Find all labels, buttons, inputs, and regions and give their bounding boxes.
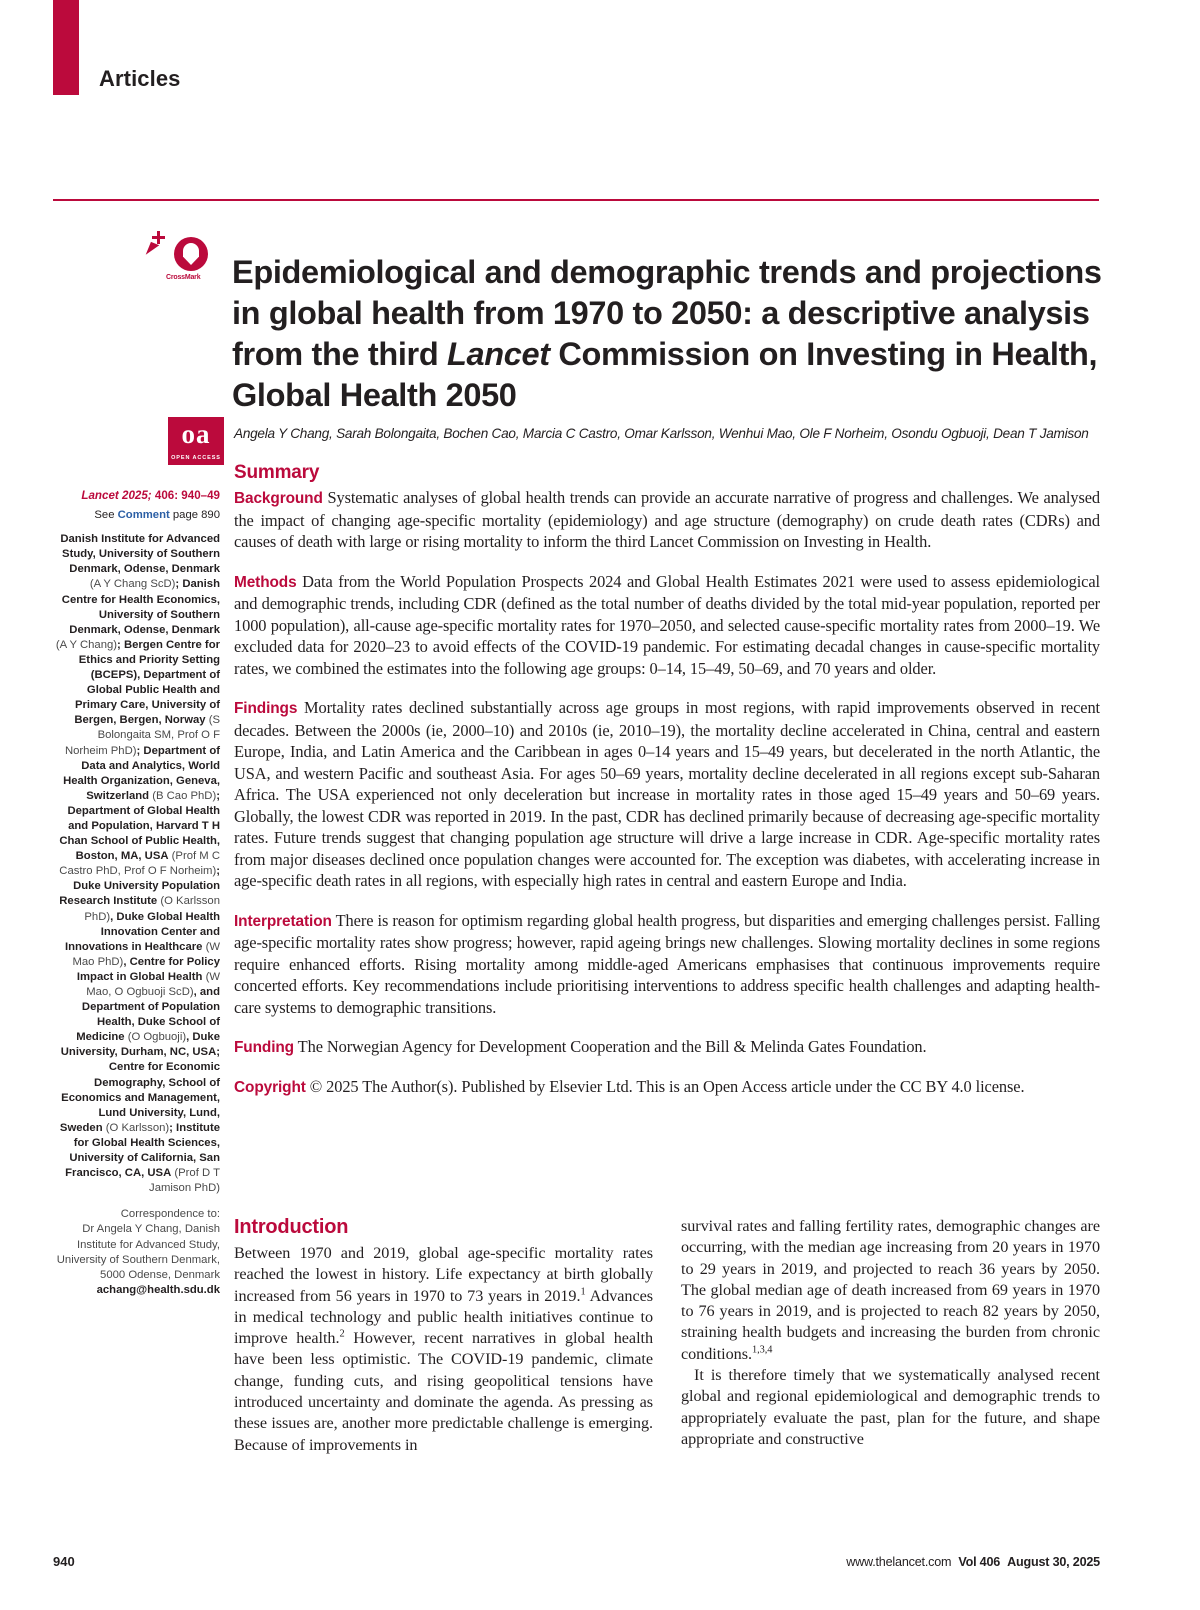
- summary-interpretation-text: There is reason for optimism regarding global health progress, but disparities and emerging challenges persist. Falling age-specific mortality rates show progress; however, rapid ageing brings new challenges. Slowing mortality declines in some regions require enhanced efforts. Rising mortality among middle-aged Americans emphasises that continuous improvements require concerted efforts. Key recommendations include prioritising interventions to address specific health challenges and adapting health-care systems to demographic transitions.: [234, 910, 1100, 1017]
- summary-funding-label: Funding: [234, 1039, 294, 1056]
- introduction-column-right: [681, 1216, 1100, 1450]
- summary-section: [234, 462, 1100, 1098]
- title-journal-name: Lancet: [447, 335, 550, 372]
- summary-findings-paragraph: [234, 697, 1100, 892]
- introduction-heading: Introduction: [234, 1216, 349, 1238]
- citation-journal-year: Lancet 2025;: [81, 489, 152, 502]
- crossmark-label: CrossMark: [166, 274, 201, 281]
- summary-copyright-text: © 2025 The Author(s). Published by Elsevier Ltd. This is an Open Access article under the CC BY 4.0 license.: [305, 1076, 1025, 1096]
- summary-interpretation-paragraph: [234, 910, 1100, 1019]
- footer-volume: Vol 406: [958, 1555, 1001, 1569]
- cursor-arrow-icon: [146, 242, 160, 258]
- introduction-paragraph-2: survival rates and falling fertility rates, demographic changes are occurring, with the median age increasing from 20 years in 1970 to 29 years in 2019, and projected to reach 36 years by 2050. The global median age of death increased from 69 years in 1970 to 76 years in 2019, and is projected to reach 82 years by 2050, straining health budgets and increasing the burden from chronic conditions.$^{1,3,4}$: [681, 1217, 1100, 1363]
- footer-publication-info: [846, 1555, 1100, 1569]
- summary-findings-label: Findings: [234, 700, 298, 717]
- summary-funding-paragraph: [234, 1036, 1100, 1059]
- affiliation-sidebar: [55, 488, 220, 1298]
- comment-link[interactable]: Comment: [117, 509, 170, 522]
- summary-background-label: Background: [234, 490, 323, 507]
- footer-website[interactable]: www.thelancet.com: [846, 1555, 952, 1569]
- introduction-column-left: [234, 1216, 653, 1456]
- see-comment-prefix: See: [94, 509, 118, 522]
- summary-methods-label: Methods: [234, 573, 297, 591]
- open-access-sublabel: OPEN ACCESS: [171, 455, 221, 461]
- footer-date: August 30, 2025: [1007, 1555, 1100, 1569]
- footer-page-number: 940: [53, 1554, 75, 1569]
- summary-funding-text: The Norwegian Agency for Development Cooperation and the Bill & Melinda Gates Foundation.: [293, 1037, 927, 1056]
- citation-volume-pages: 406: 940–49: [151, 489, 220, 502]
- journal-citation: [55, 488, 220, 503]
- affiliations-text: Danish Institute for Advanced Study, University of Southern Denmark, Odense, Denmark (A Y Chang ScD); Danish Centre for Health Economics, University of Southern Denmark, Odense, Denmark (A Y Chang); Bergen Centre for Ethics and Priority Setting (BCEPS), Department of Global Public Health and Primary Care, University of Bergen, Bergen, Norway (S Bolongaita SM, Prof O F Norheim PhD); Department of Data and Analytics, World Health Organization, Geneva, Switzerland (B Cao PhD); Department of Global Health and Population, Harvard T H Chan School of Public Health, Boston, MA, USA (Prof M C Castro PhD, Prof O F Norheim); Duke University Population Research Institute (O Karlsson PhD), Duke Global Health Innovation Center and Innovations in Healthcare (W Mao PhD), Centre for Policy Impact in Global Health (W Mao, O Ogbuoji ScD), and Department of Population Health, Duke School of Medicine (O Ogbuoji), Duke University, Durham, NC, USA; Centre for Economic Demography, School of Economics and Management, Lund University, Lund, Sweden (O Karlsson); Institute for Global Health Sciences, University of California, San Francisco, CA, USA (Prof D T Jamison PhD): [55, 533, 220, 1195]
- see-comment-line: [55, 508, 220, 523]
- introduction-paragraph-1: Between 1970 and 2019, global age-specific mortality rates reached the lowest in history. Life expectancy at birth globally increased from 56 years in 1970 to 73 years in 2019.$^1$ Advances in medical technology and public health initiatives continue to improve health.$^2$ However, recent narratives in global health have been less optimistic. The COVID-19 pandemic, climate change, funding cuts, and rising geopolitical tensions have introduced uncertainty and dominate the agenda. As pressing as these issues are, another more predictable challenge is emerging. Because of improvements in: [234, 1244, 654, 1454]
- title-line-3-prefix: the third: [311, 335, 448, 372]
- title-line-3-suffix: Commission on Investing in Health, Global: [232, 335, 1098, 413]
- open-access-letters: oa: [181, 419, 211, 449]
- page-title: [232, 252, 1102, 416]
- summary-findings-text: Mortality rates declined substantially across age groups in most regions, with rapid improvements observed in recent decades. Between the 2000s (ie, 2000–10) and 2010s (ie, 2010–19), the mortality decline accelerated in China, central and eastern Europe, India, and Latin America and the Caribbean in ages 0–14 years and 15–49 years, but decelerated in the north Atlantic, the USA, and western Pacific and southeast Asia. For ages 50–69 years, mortality decline decelerated in all regions except sub-Saharan Africa. The USA experienced not only deceleration but increase in mortality rates in those aged 15–49 years and 50–69 years. Globally, the lowest CDR was reported in 2019. In the past, CDR has declined primarily because of decreasing age-specific mortality rates. Future trends suggest that changing population age structure will drive a large increase in CDR. Age-specific mortality rates from major diseases declined once population changes were accounted for. The exception was diabetes, with accelerating increase in age-specific death rates in all regions, with especially high rates in central and eastern Europe and India.: [234, 698, 1100, 890]
- title-line-1: Epidemiological and demographic trends and projections in: [232, 253, 1102, 331]
- title-line-4: Health 2050: [339, 376, 517, 413]
- title-line-2: global health from 1970 to 2050: a descriptive analysis from: [232, 294, 1090, 372]
- summary-methods-paragraph: [234, 571, 1100, 680]
- open-access-badge[interactable]: [168, 417, 224, 465]
- page-footer: [0, 1554, 1200, 1574]
- crossmark-plus-icon-bar: [152, 236, 165, 239]
- running-head-label: Articles: [99, 66, 181, 91]
- summary-background-paragraph: [234, 487, 1100, 553]
- crossmark-badge[interactable]: [140, 231, 216, 293]
- summary-copyright-label: Copyright: [234, 1078, 306, 1096]
- running-head-red-bar: [53, 0, 79, 95]
- running-head: [0, 0, 1200, 130]
- summary-interpretation-label: Interpretation: [234, 912, 332, 930]
- summary-heading: Summary: [234, 462, 320, 483]
- correspondence-block: Correspondence to: Dr Angela Y Chang, Danish Institute for Advanced Study, University of Southern Denmark, 5000 Odense, Denmark achang@health.sdu.dk: [56, 1208, 220, 1296]
- see-comment-page: page 890: [169, 509, 220, 522]
- summary-methods-text: Data from the World Population Prospects 2024 and Global Health Estimates 2021 were used to assess epidemiological and demographic trends, including CDR (defined as the total number of deaths divided by the total mid-year population, reported per 1000 population), all-cause age-specific mortality rates for 1970–2050, and selected cause-specific mortality rates from 2000–19. We excluded data for 2020–23 to avoid effects of the COVID-19 pandemic. For estimating decadal changes in cause-specific mortality rates, we combined the estimates into the following age groups: 0–14, 15–49, 50–69, and 70 years and older.: [234, 571, 1100, 678]
- summary-background-text: Systematic analyses of global health trends can provide an accurate narrative of progress and challenges. We analysed the impact of changing age-specific mortality (epidemiology) and age structure (demography) on crude death rates (CDRs) and causes of death with large or rising mortality to inform the third Lancet Commission on Investing in Health.: [234, 488, 1100, 551]
- introduction-section: [234, 1216, 1100, 1516]
- author-list: Angela Y Chang, Sarah Bolongaita, Bochen Cao, Marcia C Castro, Omar Karlsson, Wenhui Mao, Ole F Norheim, Osondu Ogbuoji, Dean T Jamison: [234, 426, 1089, 441]
- introduction-paragraph-3: It is therefore timely that we systematically analysed recent global and regional epidemiological and demographic trends to appropriately evaluate the past, plan for the future, and shape appropriate and constructive: [681, 1366, 1100, 1448]
- summary-copyright-paragraph: [234, 1076, 1100, 1099]
- title-rule-divider: [53, 199, 1099, 201]
